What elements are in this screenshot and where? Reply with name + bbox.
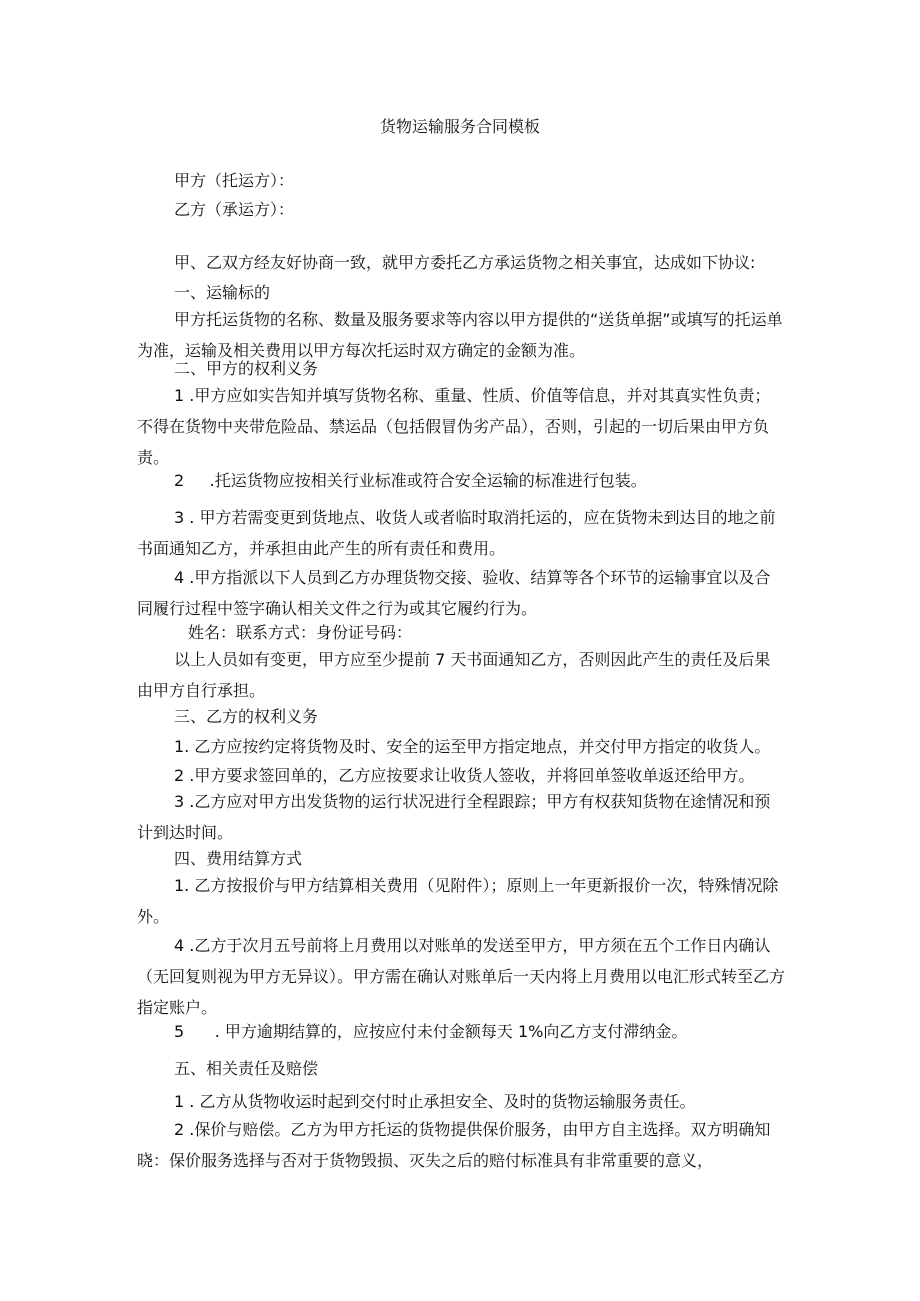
section-3-heading: 三、乙方的权利义务	[174, 707, 319, 726]
section-2-item-4: 4 .甲方指派以下人员到乙方办理货物交接、验收、结算等各个环节的运输事宜以及合同履行过程中签字确认相关文件之行为或其它履约行为。	[137, 568, 771, 618]
section-2-item-3: 3 . 甲方若需变更到货地点、收货人或者临时取消托运的，应在货物未到达目的地之前书面通知乙方，并承担由此产生的所有责任和费用。	[137, 508, 776, 558]
section-2-heading: 二、甲方的权利义务	[174, 359, 319, 378]
section-3-item-2: 2 .甲方要求签回单的，乙方应按要求让收货人签收，并将回单签收单返还给甲方。	[174, 766, 755, 785]
section-4-item-1: 1. 乙方按报价与甲方结算相关费用（见附件）；原则上一年更新报价一次，特殊情况除外。	[137, 876, 779, 926]
section-5-item-1: 1 . 乙方从货物收运时起到交付时止承担安全、及时的货物运输服务责任。	[174, 1092, 696, 1111]
section-3-item-1: 1. 乙方应按约定将货物及时、安全的运至甲方指定地点，并交付甲方指定的收货人。	[174, 737, 771, 756]
section-5-heading: 五、相关责任及赔偿	[174, 1059, 319, 1078]
intro-paragraph: 甲、乙双方经友好协商一致，就甲方委托乙方承运货物之相关事宜，达成如下协议:	[174, 253, 756, 272]
party-b-line: 乙方（承运方）：	[174, 200, 295, 219]
contact-fields-line: 姓名：联系方式：身份证号码：	[188, 623, 413, 642]
section-1-heading: 一、运输标的	[174, 283, 271, 302]
section-2-item-2: 2 .托运货物应按相关行业标准或符合安全运输的标准进行包装。	[174, 471, 647, 490]
section-2-change-note: 以上人员如有变更，甲方应至少提前 7 天书面通知乙方，否则因此产生的责任及后果由甲方自行承担。	[137, 650, 771, 700]
document-title: 货物运输服务合同模板	[379, 117, 540, 136]
section-4-heading: 四、费用结算方式	[174, 849, 303, 868]
section-2-item-1: 1 .甲方应如实告知并填写货物名称、重量、性质、价值等信息，并对其真实性负责；不得在货物中夹带危险品、禁运品（包括假冒伪劣产品），否则，引起的一切后果由甲方负责。	[137, 386, 771, 467]
section-5-item-2: 2 .保价与赔偿。乙方为甲方托运的货物提供保价服务，由甲方自主选择。双方明确知晓：保价服务选择与否对于货物毁损、灭失之后的赔付标准具有非常重要的意义，	[137, 1120, 771, 1170]
section-4-item-3: 5 . 甲方逾期结算的，应按应付未付金额每天 1%向乙方支付滞纳金。	[174, 1022, 688, 1041]
section-3-item-3: 3 .乙方应对甲方出发货物的运行状况进行全程跟踪；甲方有权获知货物在途情况和预计到达时间。	[137, 792, 771, 842]
party-a-line: 甲方（托运方）：	[174, 171, 295, 190]
section-1-paragraph: 甲方托运货物的名称、数量及服务要求等内容以甲方提供的“送货单据”或填写的托运单为准，运输及相关费用以甲方每次托运时双方确定的金额为准。	[137, 310, 783, 360]
section-4-item-2: 4 .乙方于次月五号前将上月费用以对账单的发送至甲方，甲方须在五个工作日内确认（无回复则视为甲方无异议）。甲方需在确认对账单后一天内将上月费用以电汇形式转至乙方指定账户。	[137, 936, 786, 1017]
